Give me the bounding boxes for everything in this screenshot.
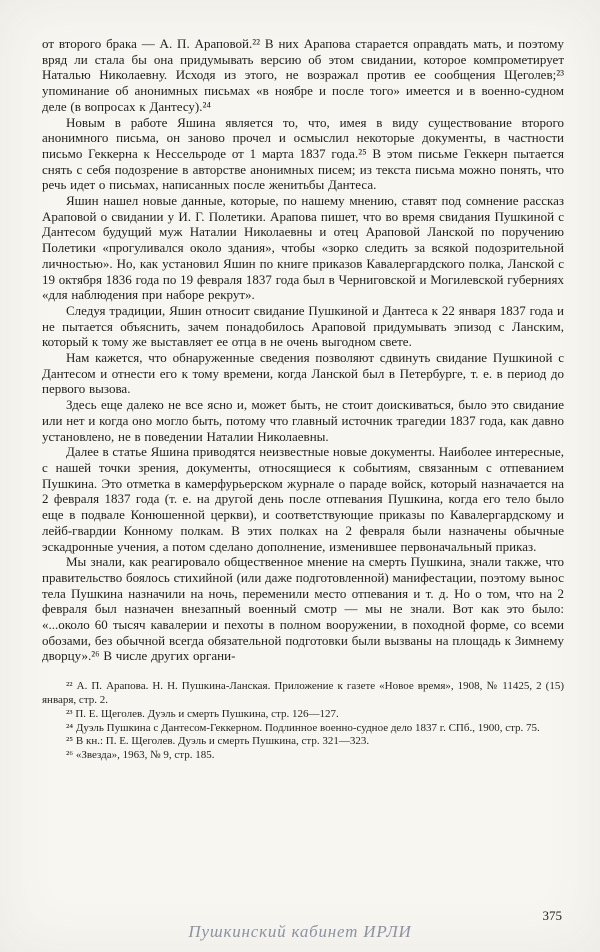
body-paragraph: Следуя традиции, Яшин относит свидание Пушкиной и Дантеса к 22 января 1837 года и не пытается объяснить, зачем понадобилось Араповой придумывать эпизод с Ланским, который к тому же выставляет ее отца в не очень выгодном свете.: [42, 302, 564, 350]
footnotes-block: [42, 680, 564, 763]
body-paragraph: Здесь еще далеко не все ясно и, может быть, не стоит доискиваться, было это свидание или нет и когда оно могло быть, потому что главный источник трагедии 1837 года, как давно установлено, не в поведении Наталии Николаевны.: [42, 397, 564, 444]
page-number: 375: [542, 908, 562, 923]
footnote: ²⁶ «Звезда», 1963, № 9, стр. 185.: [66, 749, 215, 762]
body-paragraph: Мы знали, как реагировало общественное мнение на смерть Пушкина, знали также, что правительство боялось стихийной (или даже подготовленной) манифестации, поэтому вынос тела Пушкина назначили на ночь, переменили место отпевания и т. д. Но о том, что на 2 февраля был назначен внезапный военный смотр — мы не знали. Вот как это было: «...около 60 тысяч кавалерии и пехоты в полном вооружении, в походной форме, со всеми обозами, без обычной всегда обязательной подготовки были вызваны на площадь к Зимнему дворцу».²⁶ В числе других органи-: [42, 554, 564, 664]
body-paragraph: от второго брака — А. П. Араповой.²² В них Арапова старается оправдать мать, и поэтому вряд ли стала бы она придумывать версию об этом свидании, которое компрометирует Наталью Николаевну. Исходя из этого, не возражал против ее сообщения Щеголев;²³ упоминание об анонимных письмах «в ноябре и после того» имеется и в военно-судном деле (в вопросах к Дантесу).²⁴: [42, 36, 564, 114]
footnote: ²⁵ В кн.: П. Е. Щеголев. Дуэль и смерть Пушкина, стр. 321—323.: [66, 735, 370, 748]
watermark: Пушкинский кабинет ИРЛИ: [188, 922, 412, 941]
body-paragraph: Нам кажется, что обнаруженные сведения позволяют сдвинуть свидание Пушкиной с Дантесом и отнести его к тому времени, когда Ланской был в Петербурге, т. е. в период до первого вызова.: [42, 350, 564, 397]
body-paragraph: Новым в работе Яшина является то, что, имея в виду существование второго анонимного письма, он заново прочел и осмыслил некоторые документы, в частности письмо Геккерна к Нессельроде от 1 марта 1837 года.²⁵ В этом письме Геккерн пытается снять с себя подозрение в авторстве анонимных писем; из текста письма можно понять, что речь идет о письмах, написанных после женитьбы Дантеса.: [42, 114, 564, 193]
body-text: [42, 36, 564, 664]
footnote: ²² А. П. Арапова. Н. Н. Пушкина-Ланская. Приложение к газете «Новое время», 1908, № 11425, 2 (15) января, стр. 2.: [42, 680, 564, 706]
body-paragraph: Яшин нашел новые данные, которые, по нашему мнению, ставят под сомнение рассказ Араповой о свидании у И. Г. Полетики. Арапова пишет, что во время свидания Пушкиной с Дантесом будущий муж Наталии Николаевны и отец Араповой Ланской по поручению Полетики «прогуливался около здания», чтобы «зорко следить за всякой подозрительной личностью». Но, как установил Яшин по книге приказов Кавалергардского полка, Ланской с 19 октября 1836 года по 19 февраля 1837 года был в Черниговской и Могилевской губерниях «для наблюдения при наборе рекрут».: [42, 193, 564, 303]
body-paragraph: Далее в статье Яшина приводятся неизвестные новые документы. Наиболее интересные, с нашей точки зрения, документы, относящиеся к событиям, связанным с отпеванием Пушкина. Это отметка в камерфурьерском журнале о параде войск, который назначается на 2 февраля 1837 года (т. е. на другой день после отпевания Пушкина, когда его тело было еще в подвале Конюшенной церкви), и соответствующие приказы по Кавалергардскому и лейб-гвардии Конному полкам. В этих полках на 2 февраля были назначены обычные эскадронные учения, а потом сделано дополнение, изменившее первоначальный приказ.: [42, 444, 564, 554]
footnote: ²³ П. Е. Щеголев. Дуэль и смерть Пушкина, стр. 126—127.: [66, 707, 339, 720]
page-footer: [0, 896, 600, 952]
footnote: ²⁴ Дуэль Пушкина с Дантесом-Геккерном. Подлинное военно-судное дело 1837 г. СПб., 1900, стр. 75.: [66, 721, 540, 734]
